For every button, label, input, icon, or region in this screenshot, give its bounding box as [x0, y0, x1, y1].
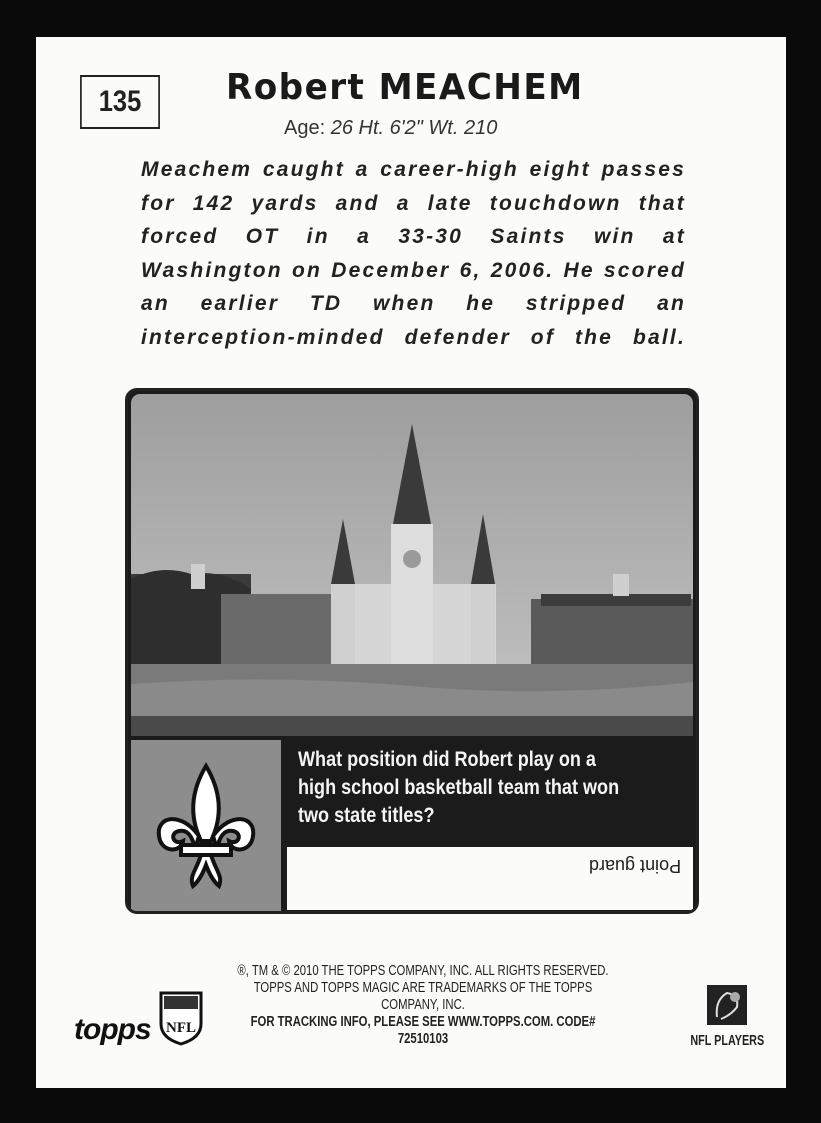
height-value: 6'2" — [389, 117, 423, 139]
nfl-shield-logo — [158, 990, 204, 1051]
player-name: Robert MEACHEM — [226, 67, 584, 108]
cathedral-photo — [131, 394, 693, 736]
weight-label: Wt. — [428, 117, 459, 139]
trading-card-back — [36, 37, 786, 1088]
copyright-footer — [232, 963, 614, 1048]
nfl-players-label: NFL PLAYERS — [690, 1032, 765, 1049]
trivia-answer-box — [287, 847, 693, 910]
topps-logo: topps — [74, 1013, 151, 1046]
card-number: 135 — [80, 75, 160, 129]
trivia-answer: Point guard — [588, 856, 681, 876]
trivia-question: What position did Robert play on a high school basketball team that won two state titles? — [298, 748, 620, 827]
player-bio: Meachem caught a career-high eight passes for 142 yards and a late touchdown that forced OT in a 33-30 Saints win at Washington on December 6, 2006. He scored an earlier TD when he stripped an interception-minded defender of the ball. — [141, 158, 686, 349]
nfl-players-logo — [676, 985, 779, 1049]
fleur-de-lis-icon — [151, 761, 261, 891]
weight-value: 210 — [463, 117, 498, 139]
age-label: Age: — [284, 117, 326, 139]
copyright-line-1: ®, TM & © 2010 THE TOPPS COMPANY, INC. ALL RIGHTS RESERVED. — [237, 963, 609, 979]
trivia-panel — [125, 388, 699, 914]
nfl-players-icon — [707, 985, 747, 1025]
nfl-text: NFL — [166, 1020, 196, 1036]
team-logo-panel — [131, 740, 281, 911]
player-stats — [284, 117, 497, 140]
copyright-line-2: TOPPS AND TOPPS MAGIC ARE TRADEMARKS OF THE TOPPS COMPANY, INC. — [253, 980, 593, 1013]
height-label: Ht. — [358, 117, 385, 139]
age-value: 26 — [330, 117, 353, 139]
tracking-line: FOR TRACKING INFO, PLEASE SEE WWW.TOPPS.COM. CODE# 72510103 — [250, 1014, 596, 1047]
